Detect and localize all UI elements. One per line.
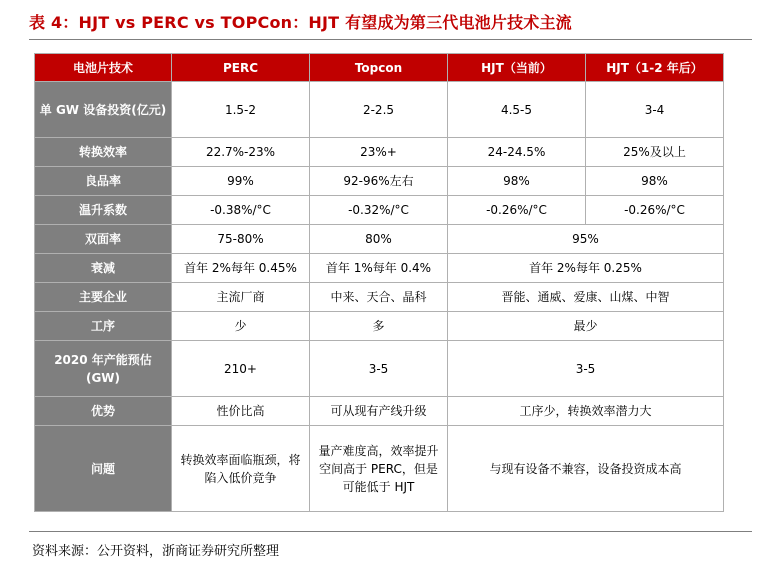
cell-perc: 少: [172, 312, 310, 341]
cell-hjt: 3-5: [448, 341, 724, 397]
table-row: [35, 225, 724, 254]
cell-hjt: 95%: [448, 225, 724, 254]
row-label: 双面率: [35, 225, 172, 254]
table-row: [35, 82, 724, 138]
row-label: 优势: [35, 397, 172, 426]
cell-topcon: 23%+: [310, 138, 448, 167]
cell-perc: 99%: [172, 167, 310, 196]
cell-topcon: 中来、天合、晶科: [310, 283, 448, 312]
source-divider: [29, 531, 752, 532]
row-label: 单 GW 设备投资(亿元): [35, 82, 172, 138]
row-label: 工序: [35, 312, 172, 341]
cell-hjt: 与现有设备不兼容，设备投资成本高: [448, 426, 724, 512]
cell-hjt-now: -0.26%/°C: [448, 196, 586, 225]
cell-perc: 1.5-2: [172, 82, 310, 138]
cell-topcon: 3-5: [310, 341, 448, 397]
cell-topcon: 2-2.5: [310, 82, 448, 138]
cell-perc: 22.7%-23%: [172, 138, 310, 167]
table-row: [35, 426, 724, 512]
cell-perc: -0.38%/°C: [172, 196, 310, 225]
cell-hjt-now: 4.5-5: [448, 82, 586, 138]
cell-topcon: 92-96%左右: [310, 167, 448, 196]
cell-hjt: 首年 2%每年 0.25%: [448, 254, 724, 283]
header-perc: PERC: [172, 54, 310, 82]
cell-topcon: 多: [310, 312, 448, 341]
row-label: 转换效率: [35, 138, 172, 167]
cell-perc: 主流厂商: [172, 283, 310, 312]
header-tech: 电池片技术: [35, 54, 172, 82]
table-header-row: [35, 54, 724, 82]
cell-perc: 75-80%: [172, 225, 310, 254]
source-note: 资料来源：公开资料，浙商证券研究所整理: [32, 544, 280, 559]
cell-hjt: 晋能、通威、爱康、山煤、中智: [448, 283, 724, 312]
row-label: 主要企业: [35, 283, 172, 312]
cell-hjt-future: 25%及以上: [586, 138, 724, 167]
table-title: 表 4：HJT vs PERC vs TOPCon：HJT 有望成为第三代电池片技术主流: [29, 13, 572, 32]
table-row: [35, 397, 724, 426]
header-hjt-future: HJT（1-2 年后）: [586, 54, 724, 82]
row-label: 良品率: [35, 167, 172, 196]
table-row: [35, 167, 724, 196]
table-row: [35, 283, 724, 312]
table-row: [35, 341, 724, 397]
table-row: [35, 196, 724, 225]
cell-hjt-future: 3-4: [586, 82, 724, 138]
row-label: 衰减: [35, 254, 172, 283]
cell-perc: 首年 2%每年 0.45%: [172, 254, 310, 283]
header-topcon: Topcon: [310, 54, 448, 82]
cell-topcon: -0.32%/°C: [310, 196, 448, 225]
cell-hjt-future: -0.26%/°C: [586, 196, 724, 225]
cell-topcon: 可从现有产线升级: [310, 397, 448, 426]
cell-perc: 转换效率面临瓶颈，将陷入低价竞争: [172, 426, 310, 512]
cell-hjt-now: 98%: [448, 167, 586, 196]
table-row: [35, 312, 724, 341]
cell-hjt: 最少: [448, 312, 724, 341]
cell-hjt: 工序少，转换效率潜力大: [448, 397, 724, 426]
cell-perc: 性价比高: [172, 397, 310, 426]
cell-hjt-now: 24-24.5%: [448, 138, 586, 167]
cell-hjt-future: 98%: [586, 167, 724, 196]
cell-topcon: 量产难度高，效率提升空间高于 PERC，但是可能低于 HJT: [310, 426, 448, 512]
table-row: [35, 138, 724, 167]
header-hjt-now: HJT（当前）: [448, 54, 586, 82]
cell-topcon: 首年 1%每年 0.4%: [310, 254, 448, 283]
cell-topcon: 80%: [310, 225, 448, 254]
row-label: 问题: [35, 426, 172, 512]
title-divider: [29, 39, 752, 40]
row-label: 温升系数: [35, 196, 172, 225]
row-label: 2020 年产能预估(GW): [35, 341, 172, 397]
cell-perc: 210+: [172, 341, 310, 397]
table-row: [35, 254, 724, 283]
comparison-table: [34, 53, 724, 512]
